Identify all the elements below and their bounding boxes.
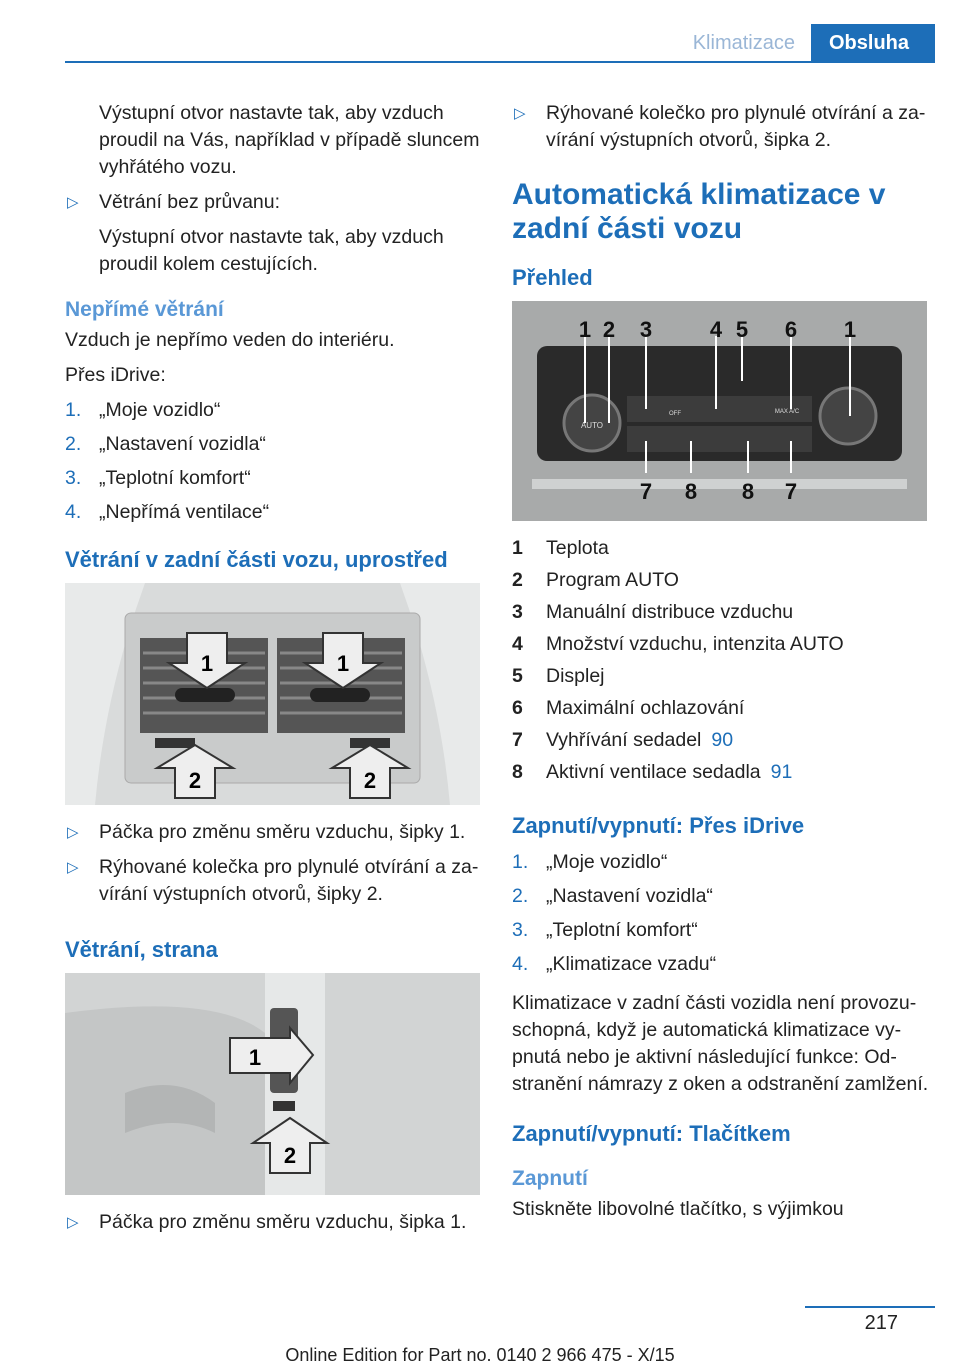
list-item: 4. „Nepřímá ventilace“: [65, 501, 270, 523]
page-number: 217: [864, 1312, 898, 1334]
drafts-paragraph: Výstupní otvor nastavte tak, aby vzduch proudil kolem cestujících.: [99, 226, 444, 275]
legend-item: 1 Teplota: [512, 537, 609, 559]
legend: [512, 535, 932, 786]
callout-7: 7: [639, 479, 653, 504]
side-vent-figure: [65, 973, 480, 1195]
chapter-tab[interactable]: Obsluha: [811, 24, 935, 62]
callout-5: 5: [735, 317, 749, 342]
onoff-button-heading: Zapnutí/vypnutí: Tlačítkem: [512, 1121, 791, 1146]
legend-item: 4 Množství vzduchu, intenzita AUTO: [512, 633, 844, 655]
list-item: 2. „Nastavení vozidla“: [512, 885, 713, 907]
callout-2: 2: [602, 317, 616, 342]
footer-rule: [805, 1306, 935, 1308]
list-item: 4. „Klimatizace vzadu“: [512, 953, 717, 975]
callout-8: 8: [684, 479, 698, 504]
callout-8: 8: [741, 479, 755, 504]
side-vent-heading: Větrání, strana: [65, 937, 218, 962]
max-ac-label: MAX A/C: [774, 409, 800, 415]
section-tab[interactable]: Klimatizace: [692, 32, 795, 54]
callout-1: 1: [200, 651, 214, 676]
triangle-icon: ▷: [67, 859, 79, 876]
overview-heading: Přehled: [512, 265, 593, 290]
legend-item: 5 Displej: [512, 665, 605, 687]
on-paragraph: Stiskněte libovolné tlačítko, s výjimkou: [512, 1198, 844, 1220]
callout-2: 2: [283, 1143, 297, 1168]
callout-3: 3: [639, 317, 653, 342]
callout-2: 2: [188, 768, 202, 793]
side-bullet: ▷ Páčka pro změnu směru vzduchu, šipka 1.: [65, 1209, 482, 1236]
callout-4: 4: [709, 317, 723, 342]
list-item: 1. „Moje vozidlo“: [512, 851, 668, 873]
legend-item: 6 Maximální ochlazování: [512, 697, 745, 719]
callout-1: 1: [336, 651, 350, 676]
rear-ac-steps: [512, 849, 932, 978]
control-panel-figure: [512, 301, 927, 521]
callout-1: 1: [578, 317, 592, 342]
rear-bullet-1: ▷ Páčka pro změnu směru vzduchu, šipky 1.: [65, 819, 482, 846]
onoff-idrive-heading: Zapnutí/vypnutí: Přes iDrive: [512, 813, 805, 838]
rear-vent-figure: [65, 583, 480, 805]
callout-1: 1: [248, 1045, 262, 1070]
page-ref-link[interactable]: 90: [711, 729, 734, 751]
legend-item: 3 Manuální distribuce vzduchu: [512, 601, 794, 623]
triangle-icon: ▷: [67, 194, 79, 211]
header-rule: [65, 61, 935, 63]
header-tabs: [677, 24, 935, 62]
indirect-paragraph: Vzduch je nepřímo veden do interiéru.: [65, 329, 395, 351]
indirect-steps: [65, 397, 482, 526]
callout-1: 1: [843, 317, 857, 342]
callout-6: 6: [784, 317, 798, 342]
right-column: [512, 100, 932, 1231]
auto-label: AUTO: [580, 421, 604, 430]
on-heading: Zapnutí: [512, 1167, 588, 1190]
note-paragraph: Klimatizace v zadní části vozidla není provozuschopná, když je automatická klimatizace vypnutá nebo je aktivní následující funkce: Odstranění námrazy z oken a odstranění zamlžení.: [512, 992, 929, 1095]
triangle-icon: ▷: [67, 1214, 79, 1231]
top-bullet: ▷ Rýhované kolečko pro plynulé otvírání a zavírání výstupních otvorů, šipka 2.: [514, 102, 926, 151]
list-item: 3. „Teplotní komfort“: [65, 467, 251, 489]
bullet-drafts: [65, 189, 482, 216]
section-title: Automatická klimatizace v zadní části vozu: [512, 178, 886, 245]
triangle-icon: ▷: [67, 824, 79, 841]
intro-paragraph: Výstupní otvor nastavte tak, aby vzduch proudil na Vás, například v případě sluncem vyhřátého vozu.: [99, 102, 480, 178]
off-label: OFF: [669, 411, 681, 417]
indirect-heading: Nepřímé větrání: [65, 298, 224, 321]
list-item: 1. „Moje vozidlo“: [65, 399, 221, 421]
triangle-icon: ▷: [514, 105, 526, 122]
legend-item: 7 Vyhřívání sedadel 90: [512, 727, 932, 754]
page-ref-link[interactable]: 91: [770, 761, 793, 783]
list-item: 2. „Nastavení vozidla“: [65, 433, 266, 455]
left-column: [65, 100, 482, 1244]
callout-2: 2: [363, 768, 377, 793]
legend-item: 2 Program AUTO: [512, 569, 679, 591]
list-item: 3. „Teplotní komfort“: [512, 919, 698, 941]
via-idrive: Přes iDrive:: [65, 364, 166, 386]
edition-footer: Online Edition for Part no. 0140 2 966 475 - X/15: [285, 1345, 675, 1365]
rear-bullet-2: ▷ Rýhované kolečka pro plynulé otvírání a zavírání výstupních otvorů, šipky 2.: [67, 856, 479, 905]
bullet-text: Větrání bez průvanu:: [99, 191, 281, 213]
legend-item: 8 Aktivní ventilace sedadla 91: [512, 759, 932, 786]
callout-7: 7: [784, 479, 798, 504]
rear-vent-heading: Větrání v zadní části vozu, uprostřed: [65, 547, 448, 572]
